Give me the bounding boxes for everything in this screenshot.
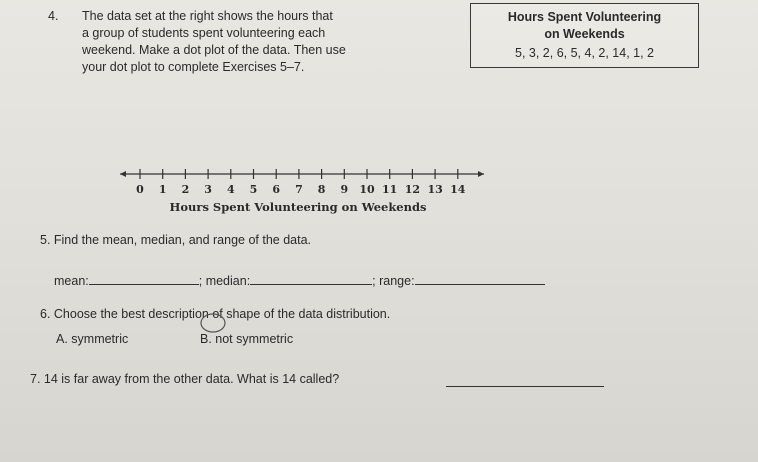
mean-answer-blank[interactable] [89,271,199,285]
problem-4-line-1: The data set at the right shows the hours that [82,9,333,23]
median-label: ; median: [198,274,251,288]
tick-label: 14 [450,183,466,196]
problem-4-line-3: weekend. Make a dot plot of the data. Then use [82,43,346,57]
median-answer-blank[interactable] [250,271,372,285]
right-arrow-icon [478,171,484,177]
number-line-title: Hours Spent Volunteering on Weekends [169,200,427,214]
data-box-title-line-2: on Weekends [544,27,625,41]
tick-label: 10 [359,183,375,196]
range-label: ; range: [372,274,415,288]
tick-label: 13 [427,183,443,196]
problem-4-line-2: a group of students spent volunteering each [82,26,326,40]
tick-label: 3 [204,183,212,196]
data-box-values: 5, 3, 2, 6, 5, 4, 2, 14, 1, 2 [515,46,654,60]
range-answer-blank[interactable] [415,271,545,285]
problem-4-number: 4. [48,9,59,23]
left-arrow-icon [120,171,126,177]
tick-label: 4 [226,183,235,196]
problem-4-line-4: your dot plot to complete Exercises 5–7. [82,60,305,74]
tick-label: 1 [158,183,167,196]
problem-5-answers [54,271,545,290]
tick-label: 11 [382,183,398,196]
mean-label: mean: [54,274,89,288]
data-box-title-line-1: Hours Spent Volunteering [507,10,662,24]
problem-7-answer-blank[interactable] [446,386,604,387]
number-line [120,169,484,196]
tick-label: 6 [272,183,281,196]
tick-label: 12 [404,183,421,196]
tick-label: 5 [249,183,258,196]
problem-7-text: 7. 14 is far away from the other data. What is 14 called? [30,372,340,386]
tick-label: 0 [136,183,144,196]
problem-5-text: 5. Find the mean, median, and range of the data. [40,233,312,247]
tick-label: 8 [317,183,326,196]
option-b[interactable]: B. not symmetric [200,332,294,346]
problem-6-text: 6. Choose the best description of shape of the data distribution. [40,307,391,321]
tick-label: 2 [181,183,190,196]
tick-label: 9 [340,183,349,196]
option-a[interactable]: A. symmetric [56,332,129,346]
tick-label: 7 [295,183,303,196]
